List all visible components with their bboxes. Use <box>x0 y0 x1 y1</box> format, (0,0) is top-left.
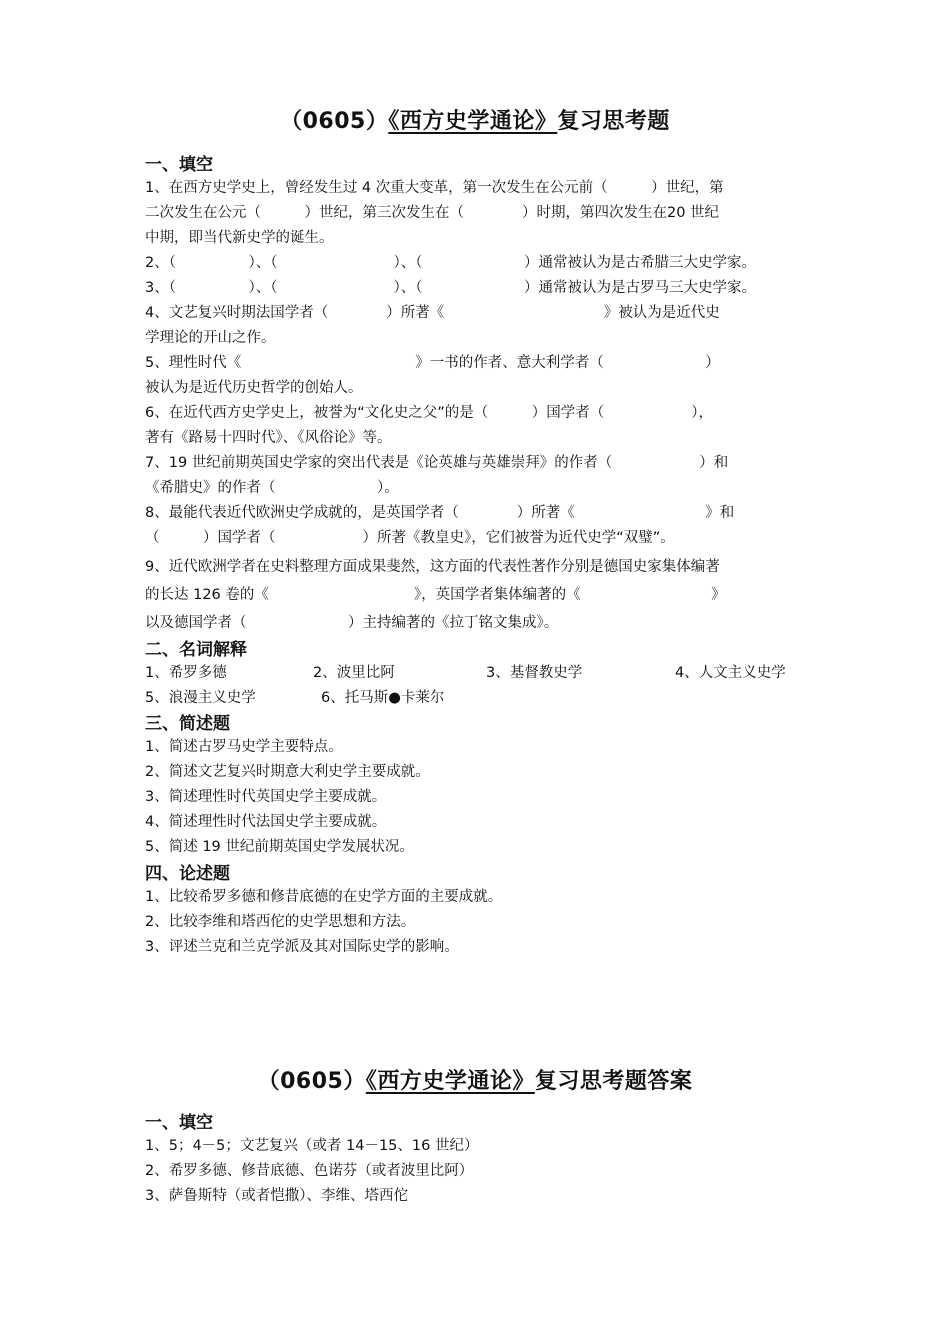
question-1-line-2: 二次发生在公元（ ）世纪，第三次发生在（ ）时期，第四次发生在20 世纪 <box>145 205 720 221</box>
answer-item: 2、希罗多德、修昔底德、色诺芬（或者波里比阿） <box>145 1163 474 1179</box>
terms-heading: 二、名词解释 <box>145 640 247 660</box>
term-item: 3、基督教史学 <box>486 665 583 681</box>
short-answer-item: 4、简述理性时代法国史学主要成就。 <box>145 814 387 830</box>
question-6-line-1: 6、在近代西方史学史上，被誉为“文化史之父”的是（ ）国学者（ ）， <box>145 405 713 421</box>
title-course-name: 《西方史学通论》 <box>388 109 558 134</box>
term-item: 2、波里比阿 <box>313 665 395 681</box>
question-2: 2、（ ）、（ ）、（ ）通常被认为是古希腊三大史学家。 <box>145 255 756 271</box>
question-5-line-2: 被认为是近代历史哲学的创始人。 <box>145 380 363 396</box>
title-suffix: 复习思考题 <box>557 109 670 134</box>
term-item: 1、希罗多德 <box>145 665 227 681</box>
question-8-line-1: 8、最能代表近代欧洲史学成就的，是英国学者（ ）所著《 》和 <box>145 505 735 521</box>
answer-item: 1、5；4－5；文艺复兴（或者 14－15、16 世纪） <box>145 1138 479 1154</box>
question-6-line-2: 著有《路易十四时代》、《风俗论》等。 <box>145 430 392 446</box>
question-3: 3、（ ）、（ ）、（ ）通常被认为是古罗马三大史学家。 <box>145 280 756 296</box>
essay-heading: 四、论述题 <box>145 864 230 884</box>
question-4-line-1: 4、文艺复兴时期法国学者（ ）所著《 》被认为是近代史 <box>145 305 720 321</box>
essay-item: 1、比较希罗多德和修昔底德的在史学方面的主要成就。 <box>145 889 503 905</box>
question-9-line-2: 的长达 126 卷的《 》，英国学者集体编著的《 》 <box>145 587 726 603</box>
term-item: 6、托马斯●卡莱尔 <box>321 690 445 706</box>
essay-item: 3、评述兰克和兰克学派及其对国际史学的影响。 <box>145 939 459 955</box>
essay-item: 2、比较李维和塔西佗的史学思想和方法。 <box>145 914 416 930</box>
question-7-line-1: 7、19 世纪前期英国史学家的突出代表是《论英雄与英雄崇拜》的作者（ ）和 <box>145 455 729 471</box>
answer-item: 3、萨鲁斯特（或者恺撒）、李维、塔西佗 <box>145 1188 408 1204</box>
terms-list <box>145 661 807 711</box>
question-8-line-2: （ ）国学者（ ）所著《教皇史》，它们被誉为近代史学“双璧”。 <box>145 530 675 546</box>
short-answer-item: 1、简述古罗马史学主要特点。 <box>145 739 343 755</box>
question-7-line-2: 《希腊史》的作者（ ）。 <box>145 480 399 496</box>
answers-title-suffix: 复习思考题答案 <box>534 1069 693 1094</box>
question-4-line-2: 学理论的开山之作。 <box>145 330 276 346</box>
document-title <box>0 104 950 135</box>
term-item: 4、人文主义史学 <box>675 665 786 681</box>
short-answer-item: 2、简述文艺复兴时期意大利史学主要成就。 <box>145 764 430 780</box>
answers-title-course-name: 《西方史学通论》 <box>365 1069 535 1094</box>
question-1-line-1: 1、在西方史学史上，曾经发生过 4 次重大变革，第一次发生在公元前（ ）世纪，第 <box>145 180 724 196</box>
fill-in-heading: 一、填空 <box>145 155 213 175</box>
answers-title-course-code: （0605） <box>257 1069 366 1094</box>
answers-fill-heading: 一、填空 <box>145 1113 213 1133</box>
answers-title <box>0 1064 950 1095</box>
short-answer-item: 5、简述 19 世纪前期英国史学发展状况。 <box>145 839 414 855</box>
question-9-line-1: 9、近代欧洲学者在史料整理方面成果斐然，这方面的代表性著作分别是德国史家集体编著 <box>145 559 720 575</box>
short-answer-item: 3、简述理性时代英国史学主要成就。 <box>145 789 387 805</box>
term-item: 5、浪漫主义史学 <box>145 690 256 706</box>
title-course-code: （0605） <box>280 109 389 134</box>
short-answer-heading: 三、简述题 <box>145 714 230 734</box>
question-5-line-1: 5、理性时代《 》一书的作者、意大利学者（ ） <box>145 355 720 371</box>
question-9-line-3: 以及德国学者（ ）主持编著的《拉丁铭文集成》。 <box>145 615 559 631</box>
question-1-line-3: 中期，即当代新史学的诞生。 <box>145 230 334 246</box>
